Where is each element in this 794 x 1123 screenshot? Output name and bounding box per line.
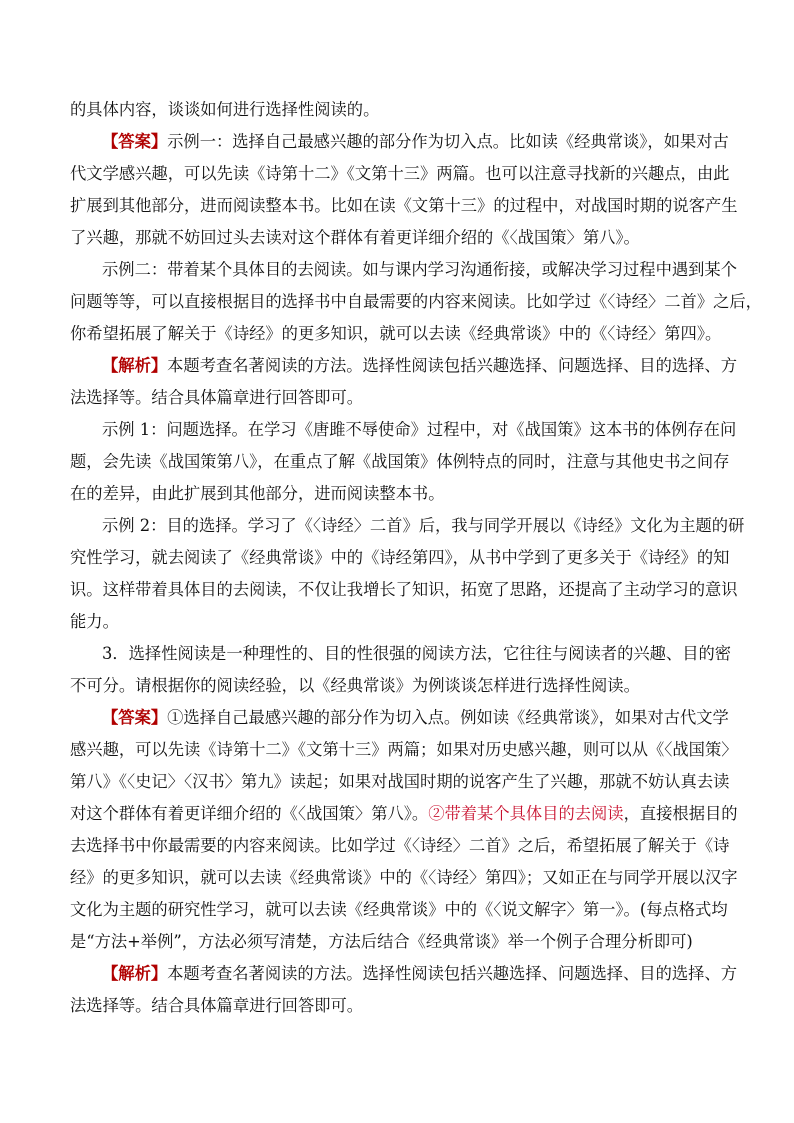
answer-3-paragraph <box>70 702 738 958</box>
text-line: 了兴趣，那就不妨回过头去读对这个群体有着更详细介绍的《〈战国策〉第八》。 <box>70 228 640 247</box>
answer-1-paragraph <box>70 126 738 254</box>
text-line: 去选择书中你最需要的内容来阅读。比如学过《〈诗经〉二首》之后，希望拓展了解关于《诗 <box>70 836 730 855</box>
text-line: 究性学习，就去阅读了《经典常谈》中的《诗经第四》，从书中学到了更多关于《诗经》的知 <box>70 548 730 567</box>
text-line: 题，会先读《战国策第八》，在重点了解《战国策》体例特点的同时，注意与其他史书之间存 <box>70 452 730 471</box>
text-run: 本题考查名著阅读的方法。选择性阅读包括兴趣选择、问题选择、目的选择、方 <box>167 964 737 983</box>
example-2b-paragraph <box>70 510 745 638</box>
example-2-paragraph <box>70 254 762 350</box>
text-line: 识。这样带着具体目的去阅读，不仅让我增长了知识，拓宽了思路，还提高了主动学习的意识 <box>70 580 738 599</box>
text-line: 代文学感兴趣，可以先读《诗第十二》《文第十三》两篇。也可以注意寻找新的兴趣点，由此 <box>70 164 730 183</box>
text-line <box>70 702 729 734</box>
text-run: 示例一：选择自己最感兴趣的部分作为切入点。比如读《经典常谈》，如果对古 <box>167 132 729 151</box>
text-line <box>70 350 737 382</box>
text-line: 能力。 <box>70 612 119 631</box>
text-line <box>70 958 737 990</box>
text-line: 不可分。请根据你的阅读经验，以《经典常谈》为例谈谈怎样进行选择性阅读。 <box>70 676 640 695</box>
text-run: ，直接根据目的 <box>623 804 738 823</box>
text-line: 在的差异，由此扩展到其他部分，进而阅读整本书。 <box>70 484 445 503</box>
text-line: 是“方法+举例”，方法必须写清楚，方法后结合《经典常谈》举一个例子合理分析即可) <box>70 932 693 951</box>
text-line: 你希望拓展了解关于《诗经》的更多知识，就可以去读《经典常谈》中的《〈诗经〉第四》。 <box>70 324 722 343</box>
text-line: 示例 1：问题选择。在学习《唐雎不辱使命》过程中，对《战国策》这本书的体例存在问 <box>102 420 737 439</box>
text-line: 第八》《〈史记〉〈汉书〉第九》读起；如果对战国时期的说客产生了兴趣，那就不妨认真去读 <box>70 772 730 791</box>
text-line: 扩展到其他部分，进而阅读整本书。比如在读《文第十三》的过程中，对战国时期的说客产生 <box>70 196 738 215</box>
text-line: 问题等等，可以直接根据目的选择书中自最需要的内容来阅读。比如学过《〈诗经〉二首》之后， <box>70 292 762 311</box>
text-line: 3．选择性阅读是一种理性的、目的性很强的阅读方法，它往往与阅读者的兴趣、目的密 <box>102 644 732 663</box>
text-line: 文化为主题的研究性学习，就可以去读《经典常谈》中的《〈说文解字〉第一》。(每点格式均 <box>70 900 728 919</box>
text-line: 经》的更多知识，就可以去读《经典常谈》中的《〈诗经〉第四》；又如正在与同学开展以汉字 <box>70 868 738 887</box>
analysis-label: 【解析】 <box>102 964 168 983</box>
answer-label: 【答案】 <box>102 708 168 727</box>
analysis-1-paragraph <box>70 350 737 414</box>
question-3-paragraph <box>70 638 732 702</box>
text-run: ①选择自己最感兴趣的部分作为切入点。例如读《经典常谈》，如果对古代文学 <box>167 708 729 727</box>
text-line: 法选择等。结合具体篇章进行回答即可。 <box>70 388 364 407</box>
highlighted-text: ②带着某个具体目的去阅读 <box>428 804 624 823</box>
text-line <box>70 126 729 158</box>
analysis-label: 【解析】 <box>102 356 168 375</box>
text-line: 的具体内容，谈谈如何进行选择性阅读的。 <box>70 100 380 119</box>
text-line: 感兴趣，可以先读《诗第十二》《文第十三》两篇；如果对历史感兴趣，则可以从《〈战国策〉 <box>70 740 738 759</box>
intro-paragraph <box>70 94 726 126</box>
text-run: 本题考查名著阅读的方法。选择性阅读包括兴趣选择、问题选择、目的选择、方 <box>167 356 737 375</box>
text-line: 示例 2：目的选择。学习了《〈诗经〉二首》后，我与同学开展以《诗经》文化为主题的研 <box>102 516 745 535</box>
example-1-paragraph <box>70 414 737 510</box>
answer-label: 【答案】 <box>102 132 168 151</box>
text-line <box>70 798 738 830</box>
text-line: 法选择等。结合具体篇章进行回答即可。 <box>70 996 364 1015</box>
analysis-3-paragraph <box>70 958 737 1022</box>
text-run: 对这个群体有着更详细介绍的《〈战国策〉第八》。 <box>70 804 429 823</box>
text-line: 示例二：带着某个具体目的去阅读。如与课内学习沟通衔接，或解决学习过程中遇到某个 <box>102 260 737 279</box>
